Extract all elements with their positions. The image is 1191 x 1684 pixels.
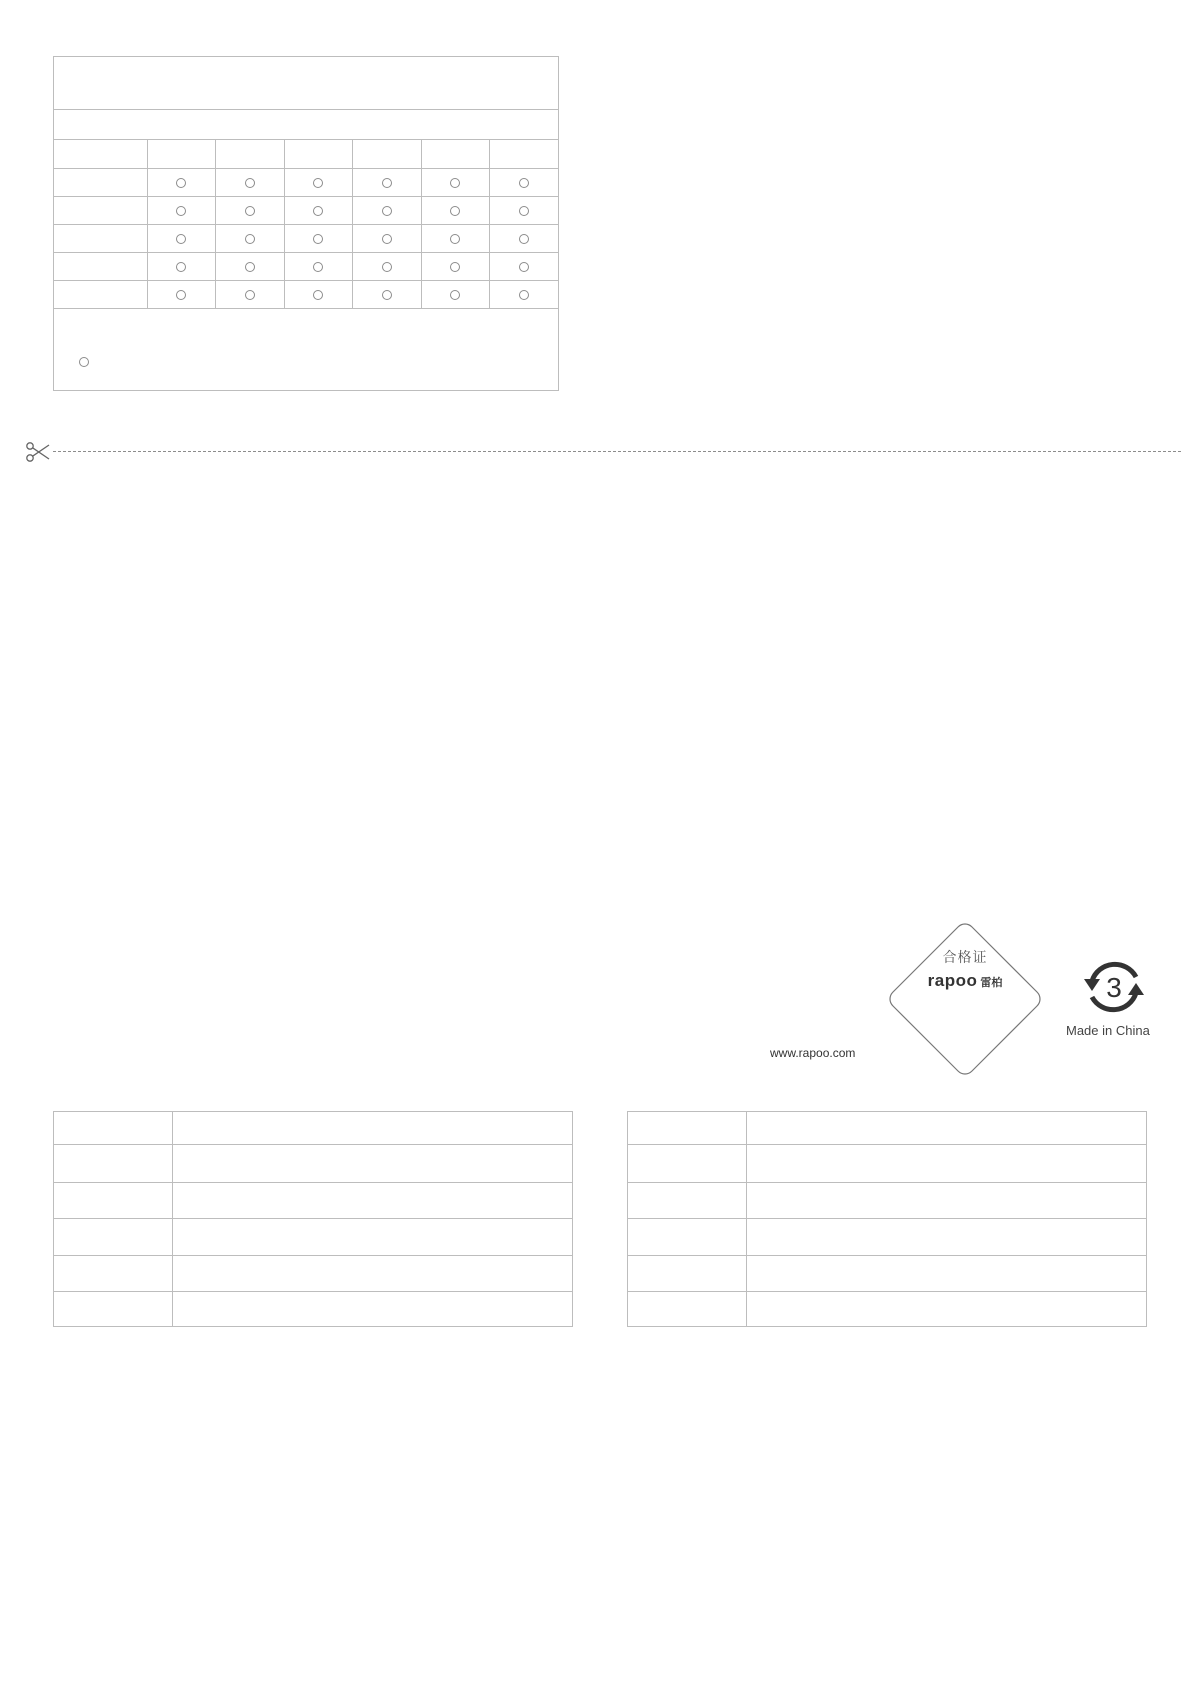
key-cell	[628, 1219, 747, 1256]
circle-mark-icon	[450, 234, 460, 244]
table-row	[54, 1112, 573, 1145]
circle-mark-icon	[245, 234, 255, 244]
cut-line	[25, 441, 1160, 463]
mark-cell	[421, 224, 490, 252]
circle-mark-icon	[519, 178, 529, 188]
mark-cell	[147, 224, 216, 252]
header-cell	[216, 140, 285, 168]
circle-mark-icon	[519, 290, 529, 300]
recycle-code: 3	[1106, 972, 1122, 1003]
mark-cell	[147, 252, 216, 280]
part-name-cell	[54, 252, 147, 280]
certificate-title: 合格证	[942, 950, 988, 966]
spec-table-left	[53, 1111, 573, 1327]
scissors-icon	[25, 441, 51, 463]
circle-mark-icon	[245, 262, 255, 272]
table-row	[628, 1145, 1147, 1183]
header-cell	[147, 140, 216, 168]
mark-cell	[284, 196, 353, 224]
made-in-label: Made in China	[1066, 1023, 1150, 1038]
dashed-line	[53, 451, 1181, 452]
hazardous-substance-table	[53, 56, 559, 391]
circle-mark-icon	[382, 262, 392, 272]
mark-cell	[353, 224, 422, 252]
header-cell	[353, 140, 422, 168]
value-cell	[747, 1145, 1147, 1183]
circle-mark-icon	[382, 178, 392, 188]
circle-mark-icon	[313, 178, 323, 188]
table-row	[54, 1219, 573, 1256]
value-cell	[173, 1145, 573, 1183]
mark-cell	[284, 280, 353, 308]
mark-cell	[147, 168, 216, 196]
mark-cell	[490, 196, 559, 224]
circle-mark-icon	[450, 262, 460, 272]
table-row	[54, 1183, 573, 1219]
value-cell	[747, 1183, 1147, 1219]
part-name-cell	[54, 168, 147, 196]
key-cell	[54, 1112, 173, 1145]
mark-cell	[216, 196, 285, 224]
header-cell	[421, 140, 490, 168]
value-cell	[747, 1112, 1147, 1145]
mark-cell	[147, 196, 216, 224]
mark-cell	[421, 252, 490, 280]
table-row	[628, 1183, 1147, 1219]
key-cell	[54, 1292, 173, 1327]
circle-mark-icon	[176, 234, 186, 244]
header-cell	[490, 140, 559, 168]
key-cell	[54, 1145, 173, 1183]
key-cell	[628, 1292, 747, 1327]
table-row	[628, 1292, 1147, 1327]
key-cell	[628, 1112, 747, 1145]
circle-mark-icon	[245, 178, 255, 188]
mark-cell	[353, 280, 422, 308]
circle-mark-icon	[313, 262, 323, 272]
circle-mark-icon	[176, 206, 186, 216]
diamond-outline	[886, 920, 1044, 1078]
circle-mark-icon	[519, 234, 529, 244]
header-cell	[284, 140, 353, 168]
circle-mark-icon	[519, 262, 529, 272]
table-row	[54, 1256, 573, 1292]
mark-cell	[216, 280, 285, 308]
mark-cell	[284, 168, 353, 196]
website-url: www.rapoo.com	[770, 1046, 856, 1060]
table-row	[54, 252, 558, 280]
table-row	[54, 196, 558, 224]
table-row	[54, 224, 558, 252]
table-row	[628, 1256, 1147, 1292]
key-cell	[628, 1145, 747, 1183]
mark-cell	[421, 196, 490, 224]
value-cell	[173, 1256, 573, 1292]
mark-cell	[284, 252, 353, 280]
table-row	[54, 1145, 573, 1183]
circle-mark-icon	[176, 290, 186, 300]
value-cell	[173, 1183, 573, 1219]
rapoo-logo	[886, 971, 1044, 991]
table-header-row	[54, 140, 558, 168]
key-cell	[628, 1183, 747, 1219]
recycle-arrows-icon	[1078, 951, 1150, 1023]
circle-mark-icon	[382, 206, 392, 216]
circle-mark-icon	[79, 357, 89, 367]
circle-mark-icon	[245, 290, 255, 300]
key-cell	[628, 1256, 747, 1292]
mark-cell	[216, 168, 285, 196]
circle-mark-icon	[313, 234, 323, 244]
circle-mark-icon	[245, 206, 255, 216]
circle-mark-icon	[450, 290, 460, 300]
header-cell	[54, 140, 147, 168]
circle-mark-icon	[313, 206, 323, 216]
substance-grid	[54, 140, 558, 309]
mark-cell	[421, 280, 490, 308]
value-cell	[747, 1256, 1147, 1292]
mark-cell	[216, 224, 285, 252]
circle-mark-icon	[519, 206, 529, 216]
part-name-cell	[54, 196, 147, 224]
value-cell	[173, 1219, 573, 1256]
mark-cell	[353, 196, 422, 224]
value-cell	[747, 1292, 1147, 1327]
value-cell	[747, 1219, 1147, 1256]
table-row	[628, 1112, 1147, 1145]
table-title-row	[54, 57, 558, 110]
circle-mark-icon	[450, 178, 460, 188]
circle-mark-icon	[176, 262, 186, 272]
mark-cell	[216, 252, 285, 280]
circle-mark-icon	[313, 290, 323, 300]
part-name-cell	[54, 280, 147, 308]
mark-cell	[490, 168, 559, 196]
mark-cell	[353, 252, 422, 280]
table-footnote-mark	[79, 351, 91, 363]
certificate-badge	[886, 920, 1044, 1078]
mark-cell	[490, 280, 559, 308]
key-cell	[54, 1183, 173, 1219]
circle-mark-icon	[176, 178, 186, 188]
table-row	[628, 1219, 1147, 1256]
mark-cell	[490, 252, 559, 280]
circle-mark-icon	[382, 290, 392, 300]
circle-mark-icon	[382, 234, 392, 244]
table-row	[54, 168, 558, 196]
table-row	[54, 280, 558, 308]
logo-cjk-text: 雷柏	[980, 976, 1003, 989]
value-cell	[173, 1292, 573, 1327]
logo-latin-text: rapoo	[927, 971, 978, 990]
mark-cell	[353, 168, 422, 196]
mark-cell	[421, 168, 490, 196]
circle-mark-icon	[450, 206, 460, 216]
spec-table-right	[627, 1111, 1147, 1327]
key-cell	[54, 1219, 173, 1256]
value-cell	[173, 1112, 573, 1145]
part-name-cell	[54, 224, 147, 252]
mark-cell	[490, 224, 559, 252]
table-row	[54, 1292, 573, 1327]
table-subtitle-row	[54, 110, 558, 140]
mark-cell	[147, 280, 216, 308]
mark-cell	[284, 224, 353, 252]
key-cell	[54, 1256, 173, 1292]
